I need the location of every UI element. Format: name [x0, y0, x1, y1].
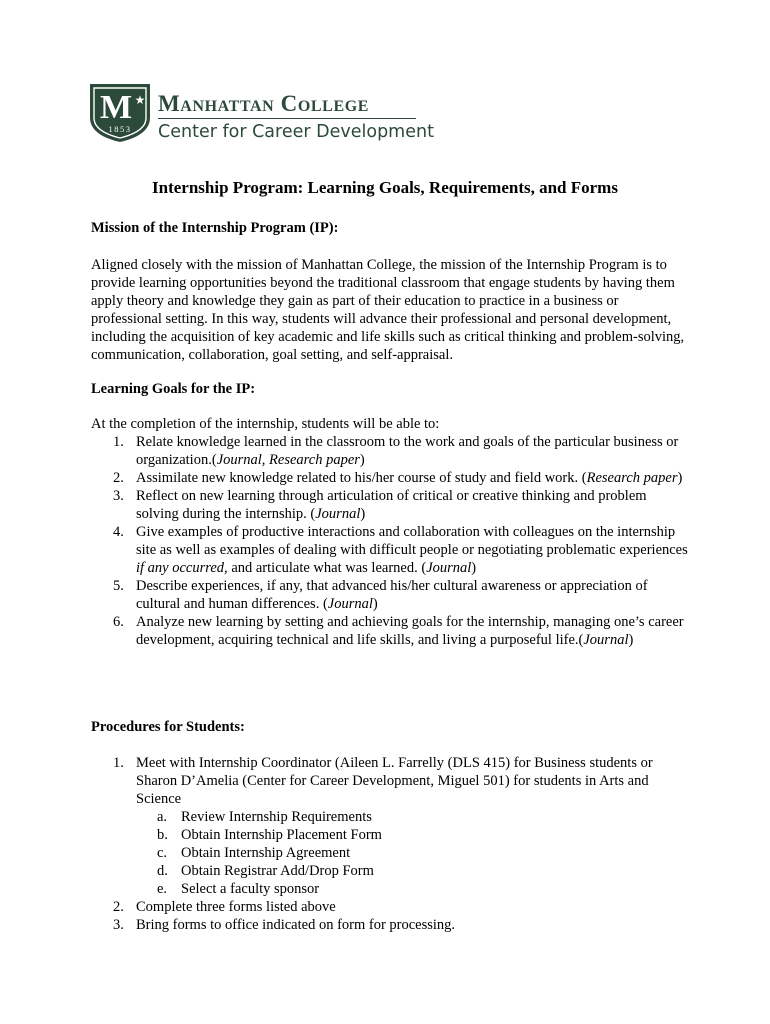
- svg-text:★: ★: [134, 93, 146, 107]
- sub-list-item: e. Select a faculty sponsor: [157, 881, 320, 897]
- item-number: 3.: [113, 917, 124, 933]
- item-number: 5.: [113, 578, 124, 594]
- item-number: 1.: [113, 434, 124, 450]
- sub-list-item: b. Obtain Internship Placement Form: [157, 827, 382, 843]
- learning-goals-list: [91, 433, 691, 649]
- sub-list-item: c. Obtain Internship Agreement: [157, 845, 351, 861]
- procedures-heading: Procedures for Students:: [91, 719, 245, 735]
- item-number: 1.: [113, 755, 124, 771]
- item-number: 6.: [113, 614, 124, 630]
- goals-intro: At the completion of the internship, students will be able to:: [91, 416, 440, 432]
- mission-heading: Mission of the Internship Program (IP):: [91, 220, 339, 236]
- college-name: Manhattan College: [158, 91, 370, 116]
- list-item: 3. Bring forms to office indicated on form for processing.: [113, 917, 456, 933]
- logo-divider: [158, 118, 416, 119]
- mission-text: Aligned closely with the mission of Manhattan College, the mission of the Internship Program is to provide learning opportunities beyond the traditional classroom that engage students by having them apply theory and knowledge they gain as part of their education to practice in a business or professional setting. In this way, students will advance their professional and personal development, including the acquisition of key academic and life skills such as critical thinking and problem-solving, communication, collaboration, goal setting, and self-appraisal.: [91, 257, 685, 363]
- item-number: 2.: [113, 470, 124, 486]
- shield-year: 1853: [108, 124, 132, 134]
- item-number: 3.: [113, 488, 124, 504]
- shield-icon: [88, 82, 152, 144]
- item-number: 2.: [113, 899, 124, 915]
- sub-list: [136, 808, 691, 898]
- list-item: 6. Analyze new learning by setting and achieving goals for the internship, managing one’s career development, acquiring technical and life skills, and living a purposeful life.(Journal): [113, 614, 684, 648]
- list-item: 3. Reflect on new learning through articulation of critical or creative thinking and problem solving during the internship. (Journal): [113, 488, 647, 522]
- list-item: 1. Relate knowledge learned in the classroom to the work and goals of the particular business or organization.(Journal, Research paper): [113, 434, 679, 468]
- item-number: 4.: [113, 524, 124, 540]
- list-item: 2. Assimilate new knowledge related to his/her course of study and field work. (Research paper): [113, 470, 683, 486]
- list-item: 4. Give examples of productive interactions and collaboration with colleagues on the internship site as well as examples of dealing with difficult people or negotiating problematic experiences if any occurred, and articulate what was learned. (Journal): [113, 524, 688, 576]
- page-title: Internship Program: Learning Goals, Requirements, and Forms: [152, 178, 618, 197]
- list-item: 5. Describe experiences, if any, that advanced his/her cultural awareness or appreciation of cultural and human differences. (Journal): [113, 578, 648, 612]
- college-logo: [88, 82, 434, 146]
- sub-list-item: a. Review Internship Requirements: [157, 809, 372, 825]
- goals-heading: Learning Goals for the IP:: [91, 381, 256, 397]
- shield-letter: M: [99, 89, 133, 126]
- list-item: 2. Complete three forms listed above: [113, 899, 336, 915]
- center-name: Center for Career Development: [158, 122, 434, 142]
- sub-list-item: d. Obtain Registrar Add/Drop Form: [157, 863, 374, 879]
- procedures-list: [91, 754, 691, 934]
- list-item: 1. Meet with Internship Coordinator (Aileen L. Farrelly (DLS 415) for Business students or Sharon D’Amelia (Center for Career Development, Miguel 501) for students in Arts and Science a. Review Internship Requirements b. Obtain Internship Placement Form c. Obtain Internship Agreement d. Obtain Registrar Add/Drop Form e. Select a faculty sponsor: [91, 754, 691, 898]
